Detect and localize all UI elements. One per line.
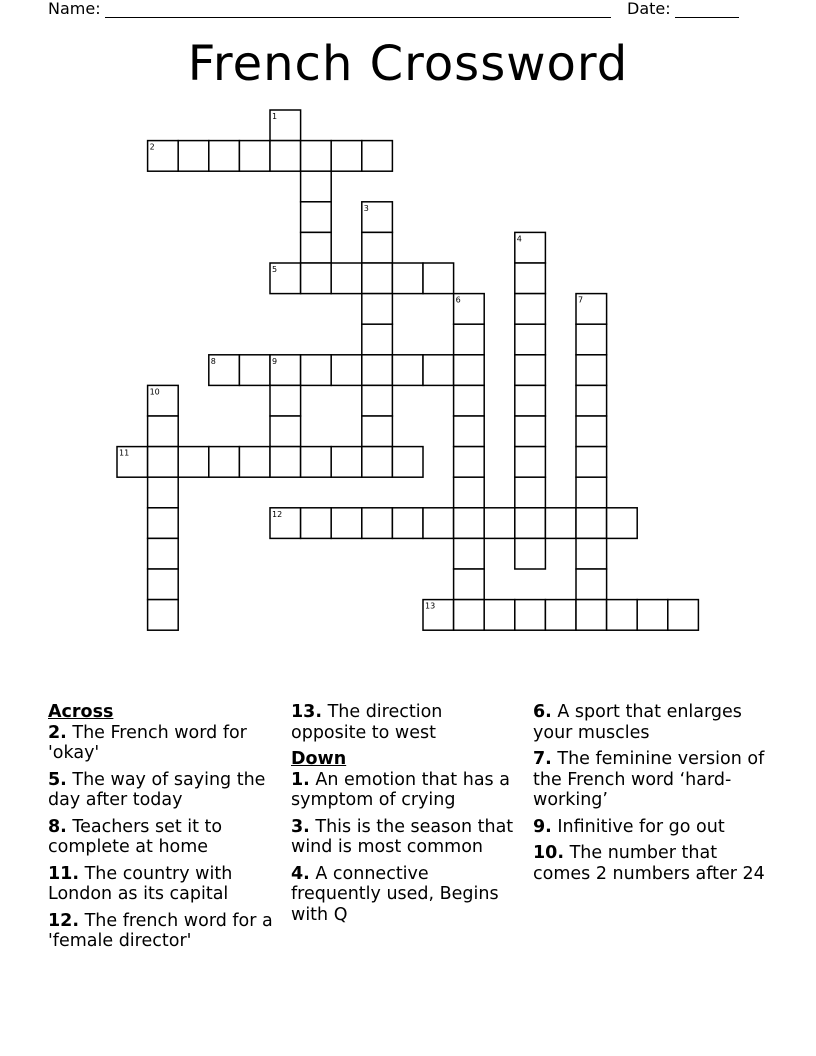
cell-number: 13 — [425, 601, 436, 611]
clue-across-2: 2. The French word for 'okay' — [48, 722, 247, 763]
grid-cell[interactable] — [331, 355, 362, 386]
grid-cell[interactable] — [576, 508, 607, 539]
grid-cell[interactable] — [178, 141, 209, 172]
grid-cell[interactable] — [301, 508, 332, 539]
clue-down-4: 4. A connective frequently used, Begins with Q — [291, 863, 499, 925]
grid-cell[interactable] — [148, 508, 179, 539]
grid-cell[interactable] — [423, 263, 454, 294]
grid-cell[interactable] — [148, 600, 179, 631]
grid-cell[interactable] — [484, 508, 515, 539]
clue-down-6: 6. A sport that enlarges your muscles — [533, 702, 742, 743]
grid-cell[interactable] — [392, 355, 423, 386]
grid-cell[interactable] — [362, 447, 393, 478]
grid-cell[interactable] — [515, 600, 546, 631]
grid-cell[interactable] — [362, 508, 393, 539]
grid-cell[interactable] — [362, 416, 393, 447]
grid-cell[interactable] — [392, 447, 423, 478]
cell-number: 5 — [272, 265, 278, 274]
grid-cell[interactable] — [515, 538, 546, 569]
grid-cell[interactable] — [545, 600, 576, 631]
grid-cell[interactable] — [454, 447, 485, 478]
grid-cell[interactable] — [515, 324, 546, 355]
grid-cell[interactable] — [484, 600, 515, 631]
clue-across-11: 11. The country with London as its capital — [48, 863, 233, 904]
grid-cell[interactable] — [239, 447, 270, 478]
grid-cell[interactable] — [148, 538, 179, 569]
grid-cell[interactable] — [362, 232, 393, 263]
grid-cell[interactable] — [270, 385, 301, 416]
grid-cell[interactable] — [331, 263, 362, 294]
grid-cell[interactable] — [454, 569, 485, 600]
grid-cell[interactable] — [392, 263, 423, 294]
grid-cell[interactable] — [454, 600, 485, 631]
grid-cell[interactable] — [209, 447, 240, 478]
grid-cell[interactable] — [148, 416, 179, 447]
clue-down-3: 3. This is the season that wind is most common — [291, 816, 514, 857]
grid-cell[interactable] — [301, 447, 332, 478]
down-heading: Down — [291, 749, 347, 769]
grid-cell[interactable] — [301, 141, 332, 172]
grid-cell[interactable] — [239, 355, 270, 386]
grid-cell[interactable] — [454, 416, 485, 447]
grid-cell[interactable] — [454, 508, 485, 539]
clue-down-10: 10. The number that comes 2 numbers after 24 — [533, 843, 765, 884]
grid-cell[interactable] — [331, 508, 362, 539]
grid-cell[interactable] — [178, 447, 209, 478]
grid-cell[interactable] — [515, 416, 546, 447]
grid-cell[interactable] — [362, 324, 393, 355]
grid-cell[interactable] — [270, 141, 301, 172]
grid-cell[interactable] — [301, 232, 332, 263]
grid-cell[interactable] — [515, 385, 546, 416]
cell-number: 10 — [149, 387, 160, 397]
grid-cell[interactable] — [454, 477, 485, 508]
grid-cell[interactable] — [576, 416, 607, 447]
grid-cell[interactable] — [301, 355, 332, 386]
grid-cell[interactable] — [301, 171, 332, 202]
grid-cell[interactable] — [454, 355, 485, 386]
grid-cell[interactable] — [454, 538, 485, 569]
page-title: French Crossword — [187, 36, 629, 92]
clue-across-5: 5. The way of saying the day after today — [48, 769, 266, 810]
cell-number: 12 — [272, 509, 283, 519]
grid-cell[interactable] — [576, 385, 607, 416]
across-clues — [48, 702, 280, 958]
grid-cell[interactable] — [362, 355, 393, 386]
cell-number: 4 — [516, 234, 522, 244]
grid-cell[interactable] — [576, 355, 607, 386]
cell-number: 7 — [578, 295, 584, 305]
cell-number: 1 — [272, 112, 278, 121]
grid-cell[interactable] — [362, 294, 393, 325]
grid-cell[interactable] — [637, 600, 668, 631]
grid-cell[interactable] — [148, 477, 179, 508]
down-clues — [533, 702, 773, 890]
grid-cell[interactable] — [454, 324, 485, 355]
grid-cell[interactable] — [423, 355, 454, 386]
grid-cell[interactable] — [148, 447, 179, 478]
middle-clues — [291, 702, 523, 931]
grid-cell[interactable] — [331, 141, 362, 172]
grid-cell[interactable] — [515, 294, 546, 325]
grid-cell[interactable] — [270, 416, 301, 447]
grid-cell[interactable] — [545, 508, 576, 539]
grid-cell[interactable] — [607, 600, 638, 631]
name-label: Name: — [48, 0, 101, 18]
grid-cell[interactable] — [454, 385, 485, 416]
grid-cell[interactable] — [362, 141, 393, 172]
clue-across-13: 13. The direction opposite to west — [291, 702, 443, 743]
grid-cell[interactable] — [515, 477, 546, 508]
date-label: Date: — [627, 0, 671, 18]
grid-cell[interactable] — [239, 141, 270, 172]
grid-cell[interactable] — [515, 355, 546, 386]
cell-number: 11 — [119, 448, 130, 458]
grid-cell[interactable] — [362, 263, 393, 294]
cell-number: 3 — [363, 203, 369, 213]
across-heading: Across — [48, 702, 114, 722]
grid-cell[interactable] — [148, 569, 179, 600]
grid-cell[interactable] — [576, 324, 607, 355]
grid-cell[interactable] — [331, 447, 362, 478]
cell-number: 9 — [272, 356, 278, 366]
grid-cell[interactable] — [576, 447, 607, 478]
cell-number: 2 — [149, 142, 155, 152]
grid-cell[interactable] — [362, 385, 393, 416]
clue-down-7: 7. The feminine version of the French word ‘hard-working’ — [533, 749, 765, 810]
grid-cell[interactable] — [607, 508, 638, 539]
clue-down-9: 9. Infinitive for go out — [533, 816, 725, 837]
grid-cell[interactable] — [392, 508, 423, 539]
clue-down-1: 1. An emotion that has a symptom of crying — [291, 769, 510, 810]
grid-cell[interactable] — [576, 538, 607, 569]
grid-cell[interactable] — [301, 263, 332, 294]
grid-cell[interactable] — [301, 202, 332, 233]
grid-cell[interactable] — [576, 569, 607, 600]
grid-cell[interactable] — [515, 508, 546, 539]
grid-cell[interactable] — [515, 447, 546, 478]
grid-cell[interactable] — [576, 600, 607, 631]
grid-cell[interactable] — [423, 508, 454, 539]
grid-cell[interactable] — [209, 141, 240, 172]
clue-across-12: 12. The french word for a 'female director' — [48, 910, 273, 951]
grid-cell[interactable] — [270, 447, 301, 478]
cell-number: 8 — [210, 356, 216, 366]
grid-cell[interactable] — [515, 263, 546, 294]
grid-cell[interactable] — [576, 477, 607, 508]
clue-across-8: 8. Teachers set it to complete at home — [48, 816, 223, 857]
grid-cell[interactable] — [668, 600, 699, 631]
cell-number: 6 — [455, 295, 461, 305]
